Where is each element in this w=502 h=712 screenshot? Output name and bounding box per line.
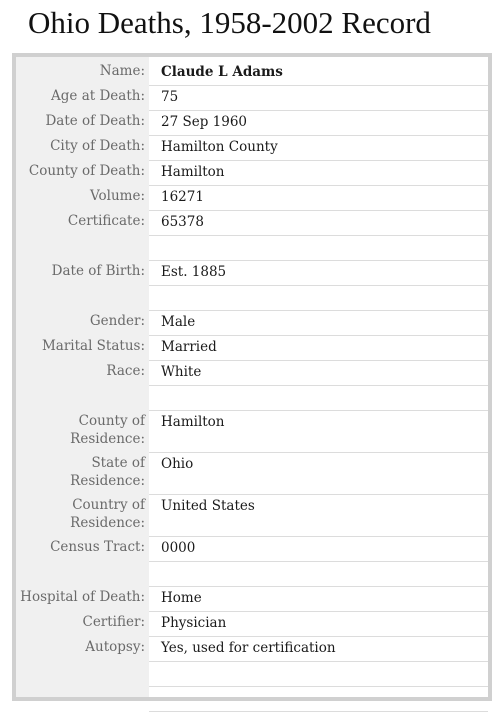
row-date-of-death [16,111,488,136]
spacer-label [16,286,149,311]
row-hospital-of-death [16,587,488,612]
volume-label: Volume: [90,188,145,204]
hospital-of-death-value: Home [149,587,488,612]
row-spacer [16,562,488,587]
certificate-label: Certificate: [67,213,145,229]
row-county-of-residence [16,411,488,453]
country-of-residence-label: Country of Residence: [70,497,145,531]
row-race [16,361,488,386]
marital-status-value: Married [149,336,488,361]
date-of-birth-label: Date of Birth: [51,263,145,279]
gender-value: Male [149,311,488,336]
census-tract-value: 0000 [149,537,488,562]
county-of-residence-label: County of Residence: [70,413,145,447]
row-spacer [16,386,488,411]
row-date-of-birth [16,261,488,286]
spacer-label [16,386,149,411]
spacer-value [149,386,488,411]
spacer-value [149,662,488,687]
autopsy-label: Autopsy: [85,639,145,655]
date-of-birth-value: Est. 1885 [149,261,488,286]
marital-status-label: Marital Status: [41,338,145,354]
spacer-value [149,286,488,311]
age-at-death-value: 75 [149,86,488,111]
record-rows [16,61,488,712]
spacer-label [16,562,149,587]
race-value: White [149,361,488,386]
name-label: Name: [99,63,145,79]
row-country-of-residence [16,495,488,537]
row-city-of-death [16,136,488,161]
row-name [16,61,488,86]
hospital-of-death-label: Hospital of Death: [20,589,145,605]
county-of-death-label: County of Death: [28,163,145,179]
row-census-tract [16,537,488,562]
row-spacer [16,236,488,261]
certificate-value: 65378 [149,211,488,236]
row-county-of-death [16,161,488,186]
spacer-label [16,236,149,261]
spacer-value [149,236,488,261]
row-state-of-residence [16,453,488,495]
gender-label: Gender: [89,313,145,329]
autopsy-value: Yes, used for certification [149,637,488,662]
census-tract-label: Census Tract: [50,539,145,555]
spacer-label [16,662,149,687]
county-of-death-value: Hamilton [149,161,488,186]
row-volume [16,186,488,211]
spacer-value [149,562,488,587]
age-at-death-label: Age at Death: [51,88,145,104]
volume-value: 16271 [149,186,488,211]
certifier-value: Physician [149,612,488,637]
county-of-residence-value: Hamilton [149,411,488,453]
race-label: Race: [106,363,145,379]
state-of-residence-value: Ohio [149,453,488,495]
date-of-death-value: 27 Sep 1960 [149,111,488,136]
certifier-label: Certifier: [82,614,145,630]
record-table [12,53,492,701]
row-spacer [16,687,488,712]
row-marital-status [16,336,488,361]
name-value: Claude L Adams [149,61,488,86]
row-gender [16,311,488,336]
row-spacer [16,286,488,311]
state-of-residence-label: State of Residence: [70,455,145,489]
row-age-at-death [16,86,488,111]
row-certifier [16,612,488,637]
spacer-label [16,687,149,712]
city-of-death-label: City of Death: [50,138,145,154]
row-autopsy [16,637,488,662]
spacer-value [149,687,488,712]
page-title: Ohio Deaths, 1958-2002 Record [28,5,431,40]
row-spacer [16,662,488,687]
date-of-death-label: Date of Death: [45,113,145,129]
country-of-residence-value: United States [149,495,488,537]
row-certificate [16,211,488,236]
city-of-death-value: Hamilton County [149,136,488,161]
